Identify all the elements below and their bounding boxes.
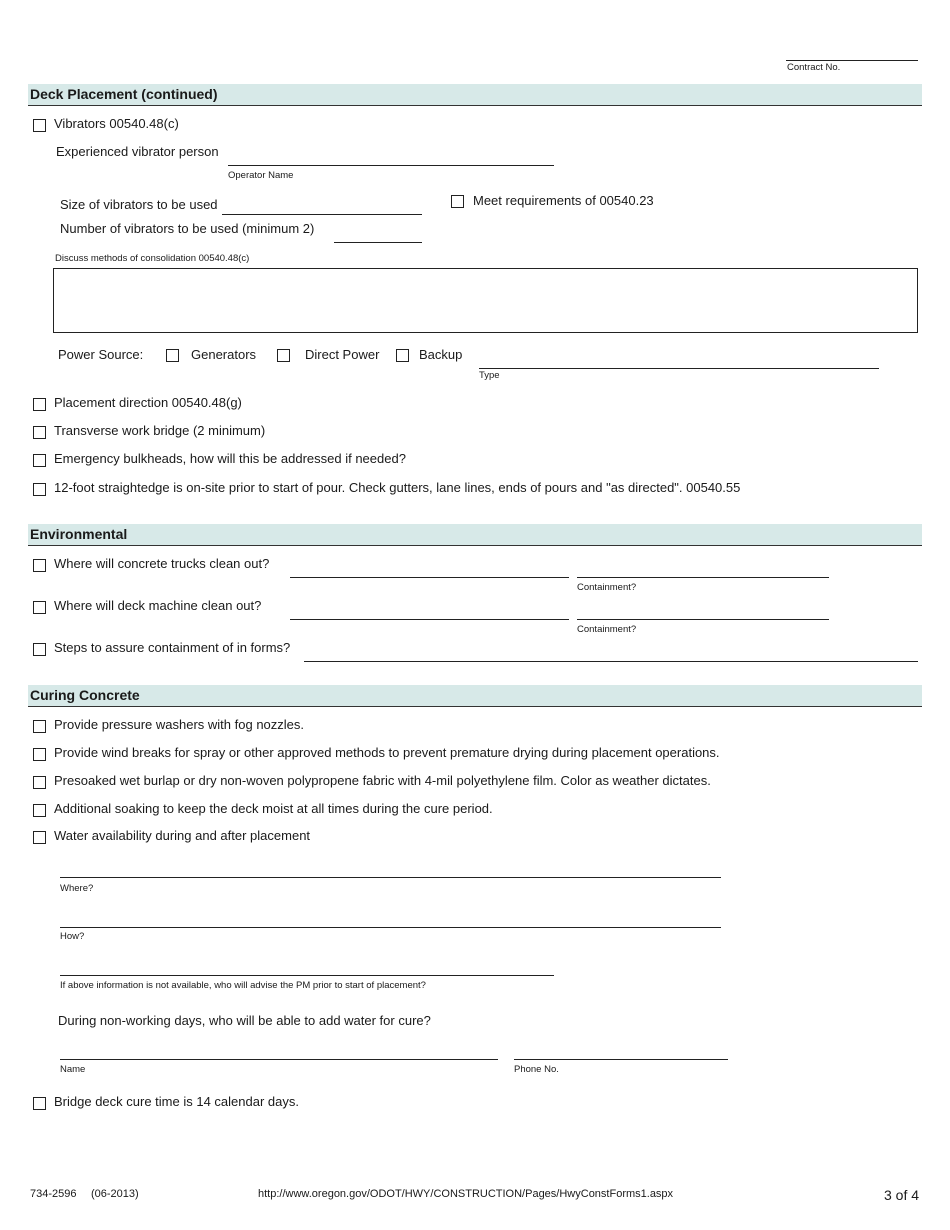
deck-machine-checkbox[interactable] (33, 601, 46, 614)
name-input[interactable] (60, 1059, 498, 1060)
soaking-label: Additional soaking to keep the deck moist at all times during the cure period. (54, 801, 493, 816)
operator-name-input[interactable] (228, 165, 554, 166)
containment1-label: Containment? (577, 582, 637, 593)
power-source-label: Power Source: (58, 347, 144, 362)
where-label: Where? (60, 883, 94, 894)
steps-input[interactable] (304, 661, 918, 662)
contract-no-label: Contract No. (787, 62, 841, 73)
generators-label: Generators (191, 347, 257, 362)
deck-machine-input[interactable] (290, 619, 569, 620)
wind-label: Provide wind breaks for spray or other approved methods to prevent premature drying during placement operations. (54, 745, 720, 760)
containment2-label: Containment? (577, 624, 637, 635)
phone-input[interactable] (514, 1059, 728, 1060)
backup-checkbox[interactable] (396, 349, 409, 362)
trucks-input[interactable] (290, 577, 569, 578)
backup-label: Backup (419, 347, 463, 362)
operator-name-label: Operator Name (228, 170, 294, 181)
how-input[interactable] (60, 927, 721, 928)
page-number: 3 of 4 (884, 1187, 920, 1203)
cure-time-checkbox[interactable] (33, 1097, 46, 1110)
name-label: Name (60, 1064, 86, 1075)
form-date: (06-2013) (91, 1188, 139, 1200)
cure-time-label: Bridge deck cure time is 14 calendar days. (54, 1094, 299, 1109)
number-label: Number of vibrators to be used (minimum 2) (60, 221, 315, 236)
advise-input[interactable] (60, 975, 554, 976)
containment2-input[interactable] (577, 619, 829, 620)
nonworking-label: During non-working days, who will be able to add water for cure? (58, 1013, 431, 1028)
section-environmental (28, 524, 922, 546)
placement-direction-label: Placement direction 00540.48(g) (54, 395, 242, 410)
trucks-label: Where will concrete trucks clean out? (54, 556, 270, 571)
trucks-checkbox[interactable] (33, 559, 46, 572)
where-input[interactable] (60, 877, 721, 878)
section-title-environmental: Environmental (30, 526, 128, 542)
pressure-label: Provide pressure washers with fog nozzles. (54, 717, 305, 732)
water-checkbox[interactable] (33, 831, 46, 844)
type-input[interactable] (479, 368, 879, 369)
containment1-input[interactable] (577, 577, 829, 578)
direct-power-label: Direct Power (305, 347, 380, 362)
placement-direction-checkbox[interactable] (33, 398, 46, 411)
generators-checkbox[interactable] (166, 349, 179, 362)
discuss-label: Discuss methods of consolidation 00540.48(c) (55, 253, 250, 264)
transverse-checkbox[interactable] (33, 426, 46, 439)
consolidation-textarea[interactable] (53, 268, 918, 333)
emergency-label: Emergency bulkheads, how will this be addressed if needed? (54, 451, 406, 466)
section-curing-concrete (28, 685, 922, 707)
steps-label: Steps to assure containment of in forms? (54, 640, 291, 655)
form-url[interactable]: http://www.oregon.gov/ODOT/HWY/CONSTRUCTION/Pages/HwyConstForms1.aspx (258, 1188, 674, 1200)
deck-machine-label: Where will deck machine clean out? (54, 598, 262, 613)
transverse-label: Transverse work bridge (2 minimum) (54, 423, 266, 438)
meet-requirements-checkbox[interactable] (451, 195, 464, 208)
how-label: How? (60, 931, 85, 942)
size-input[interactable] (222, 214, 422, 215)
pressure-checkbox[interactable] (33, 720, 46, 733)
burlap-checkbox[interactable] (33, 776, 46, 789)
emergency-checkbox[interactable] (33, 454, 46, 467)
wind-checkbox[interactable] (33, 748, 46, 761)
water-label: Water availability during and after placement (54, 828, 311, 843)
section-title-curing: Curing Concrete (30, 687, 140, 703)
vibrators-checkbox[interactable] (33, 119, 46, 132)
contract-no-input[interactable] (786, 60, 918, 61)
type-label: Type (479, 370, 500, 381)
size-label: Size of vibrators to be used (60, 197, 218, 212)
phone-label: Phone No. (514, 1064, 559, 1075)
soaking-checkbox[interactable] (33, 804, 46, 817)
direct-power-checkbox[interactable] (277, 349, 290, 362)
advise-label: If above information is not available, who will advise the PM prior to start of placement? (60, 980, 426, 991)
section-title-deck: Deck Placement (continued) (30, 86, 218, 102)
number-input[interactable] (334, 242, 422, 243)
burlap-label: Presoaked wet burlap or dry non-woven polypropene fabric with 4-mil polyethylene film. Color as weather dictates. (54, 773, 711, 788)
form-number: 734-2596 (30, 1188, 77, 1200)
straightedge-checkbox[interactable] (33, 483, 46, 496)
straightedge-label: 12-foot straightedge is on-site prior to start of pour. Check gutters, lane lines, ends of pours and "as directed". 00540.55 (54, 480, 741, 495)
meet-requirements-label: Meet requirements of 00540.23 (473, 193, 654, 208)
experienced-label: Experienced vibrator person (56, 144, 219, 159)
section-deck-placement (28, 84, 922, 106)
vibrators-label: Vibrators 00540.48(c) (54, 116, 179, 131)
steps-checkbox[interactable] (33, 643, 46, 656)
